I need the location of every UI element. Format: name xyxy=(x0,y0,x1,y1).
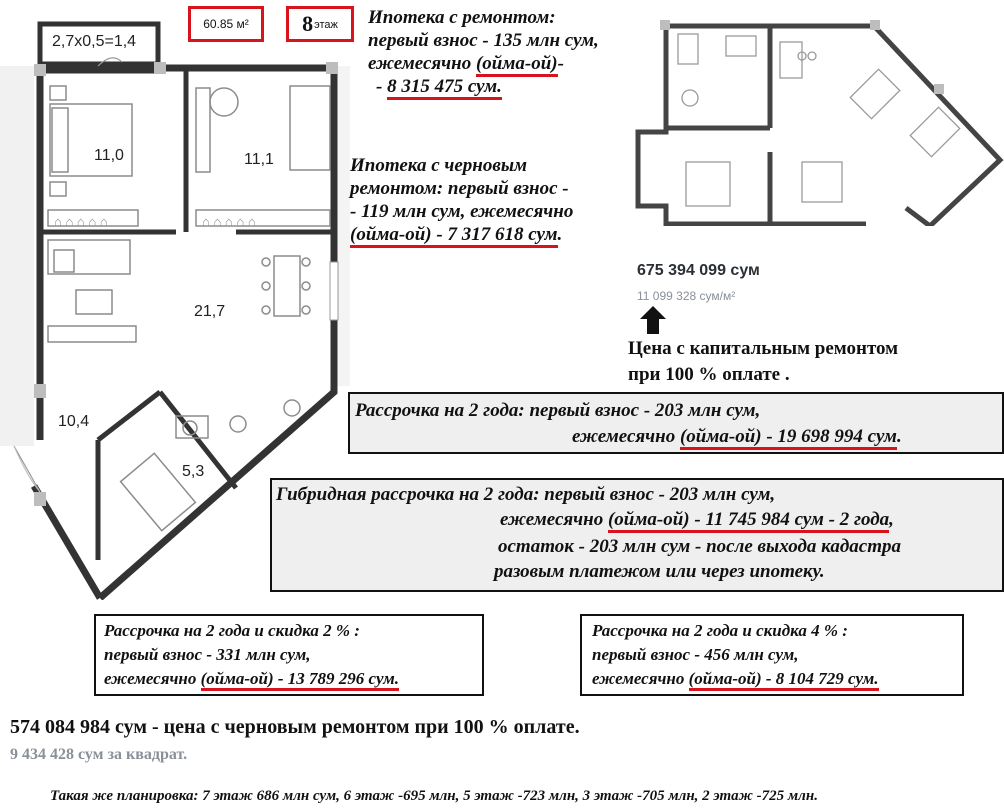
same-layout-prices: Такая же планировка: 7 этаж 686 млн сум, 6 этаж -695 млн, 5 этаж -723 млн, 3 этаж -705 млн, 2 этаж -725 млн. xyxy=(50,788,818,804)
room-area-bedroom: 11,0 xyxy=(94,147,124,164)
installment-2y-box xyxy=(348,392,1004,454)
arrow-up-icon xyxy=(640,306,666,334)
floor-number: 8 xyxy=(302,11,314,36)
mortgage-rough-line4: (ойма-ой) - 7 317 618 сум. xyxy=(350,223,640,246)
mortgage-renovated-line3: ежемесячно (ойма-ой)- xyxy=(368,52,638,75)
floor-word: этаж xyxy=(314,19,338,31)
mortgage-renovated xyxy=(368,6,638,98)
rough-price-desc: - цена с черновым ремонтом при 100 % оплате. xyxy=(146,716,580,738)
mortgage-rough-title: Ипотека с черновым xyxy=(350,155,528,176)
capital-price-note-line1: Цена с капитальным ремонтом xyxy=(628,338,899,359)
discount-4-box xyxy=(580,614,964,696)
discount-4-line3: ежемесячно (ойма-ой) - 8 104 729 сум. xyxy=(592,667,879,691)
mortgage-renovated-line4: - 8 315 475 сум. xyxy=(368,75,638,98)
installment-2y-line1: Рассрочка на 2 года: первый взнос - 203 млн сум, xyxy=(355,400,761,421)
svg-text:⌂ ⌂ ⌂ ⌂ ⌂: ⌂ ⌂ ⌂ ⌂ ⌂ xyxy=(202,214,256,229)
mortgage-rough xyxy=(350,154,640,246)
capital-price-note xyxy=(628,336,898,388)
discount-2-line3: ежемесячно (ойма-ой) - 13 789 296 сум. xyxy=(104,667,399,691)
mortgage-rough-line3: - 119 млн сум, ежемесячно xyxy=(350,201,574,222)
capital-price-total: 675 394 099 сум xyxy=(637,262,760,279)
mortgage-renovated-title: Ипотека с ремонтом: xyxy=(368,7,556,28)
hybrid-line2: ежемесячно (ойма-ой) - 11 745 984 сум - 2 года, xyxy=(500,508,894,531)
rough-price-total: 574 084 984 сум xyxy=(10,716,147,738)
room-area-bedroom-2: 11,1 xyxy=(244,151,274,168)
discount-4-line2: первый взнос - 456 млн сум, xyxy=(592,645,799,664)
room-area-bathroom: 5,3 xyxy=(182,463,205,480)
discount-2-line2: первый взнос - 331 млн сум, xyxy=(104,645,311,664)
discount-2-line1: Рассрочка на 2 года и скидка 2 % : xyxy=(104,621,360,640)
hybrid-line4: разовым платежом или через ипотеку. xyxy=(494,561,825,582)
floor-badge xyxy=(286,6,354,42)
hybrid-installment-box xyxy=(270,478,1004,592)
rough-price-per-m2: 9 434 428 сум за квадрат. xyxy=(10,746,188,763)
area-value: 60.85 м² xyxy=(203,17,249,31)
mortgage-rough-line2: ремонтом: первый взнос - xyxy=(350,178,569,199)
room-area-hall: 10,4 xyxy=(58,413,90,430)
hybrid-line3: остаток - 203 млн сум - после выхода кадастра xyxy=(498,536,901,557)
discount-2-box xyxy=(94,614,484,696)
discount-4-line1: Рассрочка на 2 года и скидка 4 % : xyxy=(592,621,848,640)
capital-price-per-m2: 11 099 328 сум/м² xyxy=(637,289,736,303)
installment-2y-line2: ежемесячно (ойма-ой) - 19 698 994 сум. xyxy=(572,425,902,448)
floor-plan-thumbnail xyxy=(630,12,1004,226)
capital-price-note-line2: при 100 % оплате . xyxy=(628,364,790,385)
room-area-living: 21,7 xyxy=(194,303,226,320)
rough-price xyxy=(10,716,580,739)
balcony-label: 2,7x0,5=1,4 xyxy=(52,33,137,50)
area-badge xyxy=(188,6,264,42)
svg-text:⌂ ⌂ ⌂ ⌂ ⌂: ⌂ ⌂ ⌂ ⌂ ⌂ xyxy=(54,214,108,229)
mortgage-renovated-line2: первый взнос - 135 млн сум, xyxy=(368,30,599,51)
hybrid-line1: Гибридная рассрочка на 2 года: первый взнос - 203 млн сум, xyxy=(276,484,776,505)
